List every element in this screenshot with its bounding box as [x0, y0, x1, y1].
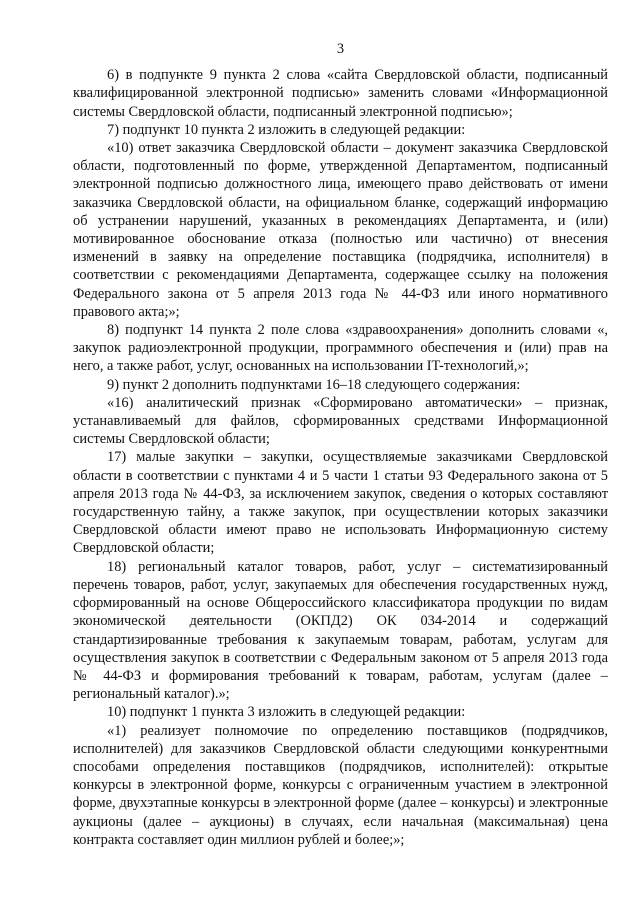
paragraph-item-10: 10) подпункт 1 пункта 3 изложить в следующей редакции: [107, 704, 466, 721]
paragraph-item-9: 9) пункт 2 дополнить подпунктами 16–18 следующего содержания: [107, 376, 521, 393]
paragraph-item-8: 8) подпункт 14 пункта 2 поле слова «здравоохранения» дополнить словами «, закупок радиоэлектронной продукции, программного обеспечения и (или) прав на него, а также работ, услуг, основанных на использовании IT-технологий,»; [73, 322, 608, 375]
paragraph-item-7: 7) подпункт 10 пункта 2 изложить в следующей редакции: [107, 121, 466, 138]
paragraph-item-6: 6) в подпункте 9 пункта 2 слова «сайта Свердловской области, подписанный квалифицированной электронной подписью» заменить словами «Информационной системы Свердловской области, подписанный электронной подписью»; [73, 67, 608, 120]
paragraph-subitem-10: «10) ответ заказчика Свердловской области – документ заказчика Свердловской области, подготовленный по форме, утвержденной Департаментом, подписанный электронной подписью должностного лица, имеющего право действовать от имени заказчика Свердловской области, на официальном бланке, содержащий информацию об устранении нарушений, указанных в рекомендациях Департамента, и (или) мотивированное обоснование отказа (полностью или частично) от внесения изменений в заявку на определение поставщика (подрядчика, исполнителя) в соответствии с рекомендациями Департамента, содержащее ссылку на положения Федерального закона от 5 апреля 2013 года № 44-ФЗ или иного нормативного правового акта;»; [73, 140, 608, 320]
paragraph-subitem-18: 18) региональный каталог товаров, работ, услуг – систематизированный перечень товаров, работ, услуг, закупаемых для обеспечения государственных нужд, сформированный на основе Общероссийского классификатора продукции по видам экономической деятельности (ОКПД2) ОК 034-2014 и содержащий стандартизированные требования к закупаемым товарам, работам, услугам для осуществления закупок в соответствии с Федеральным законом от 5 апреля 2013 года № 44-ФЗ и формирования требований к товарам, работам, услугам (далее – региональный каталог).»; [73, 558, 608, 703]
paragraph-subitem-16: «16) аналитический признак «Сформировано автоматически» – признак, устанавливаемый для файлов, сформированных средствами Информационной системы Свердловской области; [73, 394, 608, 448]
page-number: 3 [336, 41, 345, 57]
paragraph-subitem-1: «1) реализует полномочие по определению поставщиков (подрядчиков, исполнителей) для заказчиков Свердловской области следующими конкурентными способами определения поставщиков (подрядчиков, исполнителей): открытые конкурсы в электронной форме, конкурсы с ограниченным участием в электронной форме, двухэтапные конкурсы в электронной форме (далее – конкурсы) и электронные аукционы (далее – аукционы) в случаях, если начальная (максимальная) цена контракта составляет один миллион рублей и более;»; [73, 722, 608, 848]
paragraph-subitem-17: 17) малые закупки – закупки, осуществляемые заказчиками Свердловской области в соответствии с пунктами 4 и 5 части 1 статьи 93 Федерального закона от 5 апреля 2013 года № 44-ФЗ, за исключением закупок, сведения о которых составляют государственную тайну, а также закупок, при осуществлении которых заказчики Свердловской области имеют право не использовать Информационную систему Свердловской области; [73, 449, 608, 557]
